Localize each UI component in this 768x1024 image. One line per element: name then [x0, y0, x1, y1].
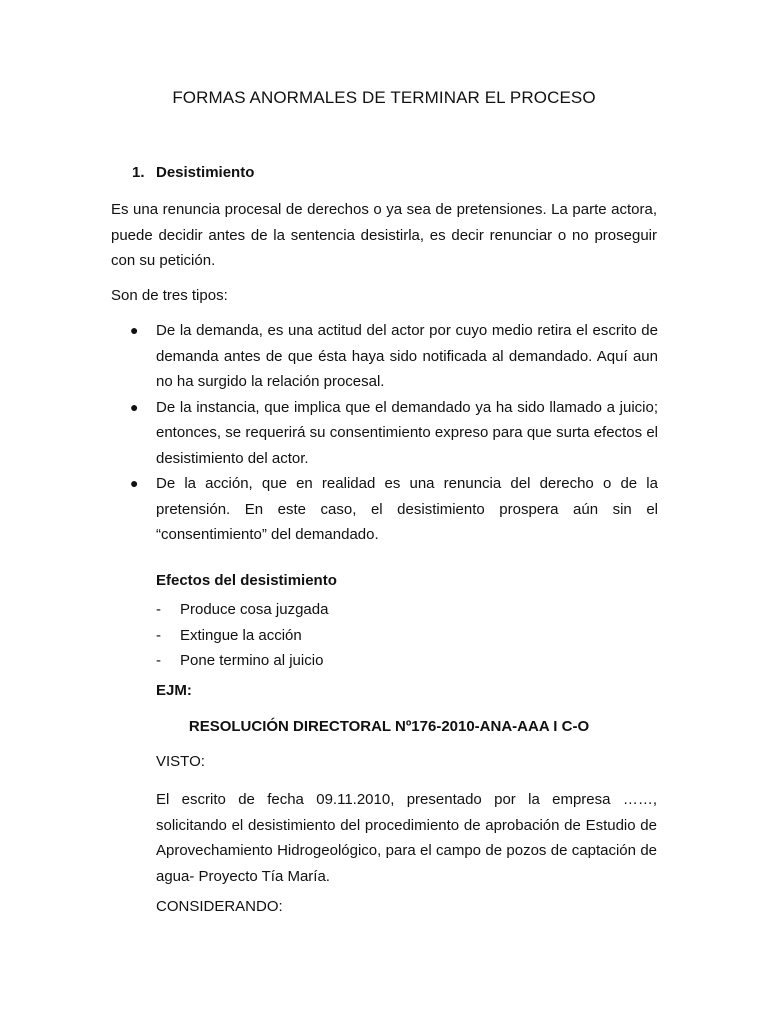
list-item-text: Produce cosa juzgada: [180, 601, 329, 618]
dash-icon: -: [156, 626, 161, 644]
bullet-text: De la acción, que en realidad es una renuncia del derecho o de la pretensión. En este caso, el desistimiento prospera aún sin el “consentimiento” del demandado.: [156, 475, 658, 543]
resolution-paragraph: El escrito de fecha 09.11.2010, presentado por la empresa ……, solicitando el desistimiento del procedimiento de aprobación de Estudio de Aprovechamiento Hidrogeológico, para el campo de pozos de captación de agua- Proyecto Tía María.: [156, 791, 657, 885]
bullet-text: De la demanda, es una actitud del actor por cuyo medio retira el escrito de demanda antes de que ésta haya sido notificada al demandado. Aquí aun no ha surgido la relación procesal.: [156, 322, 658, 390]
section-heading: [132, 164, 254, 181]
list-item: [156, 597, 328, 623]
bullet-item: [128, 395, 658, 472]
dash-icon: -: [156, 601, 161, 618]
bullet-text: De la instancia, que implica que el demandado ya ha sido llamado a juicio; entonces, se requerirá su consentimiento expreso para que surta efectos el desistimiento del actor.: [156, 398, 658, 467]
bullet-icon: ●: [130, 398, 139, 415]
effects-heading: Efectos del desistimiento: [156, 572, 337, 589]
types-intro-paragraph: Son de tres tipos:: [111, 287, 228, 304]
considerando-label: CONSIDERANDO:: [156, 898, 283, 915]
list-item-text: Extingue la acción: [180, 626, 302, 644]
list-item: [156, 623, 328, 649]
resolution-title: RESOLUCIÓN DIRECTORAL Nº176-2010-ANA-AAA I C-O: [188, 718, 590, 735]
visto-label: VISTO:: [156, 753, 205, 770]
bullet-item: [128, 471, 658, 548]
section-title: Desistimiento: [156, 164, 255, 181]
document-title: FORMAS ANORMALES DE TERMINAR EL PROCESO: [172, 88, 596, 107]
types-bullet-list: [128, 318, 658, 548]
effects-list: [156, 597, 328, 674]
definition-paragraph: Es una renuncia procesal de derechos o ya sea de pretensiones. La parte actora, puede decidir antes de la sentencia desistirla, es decir renunciar o no proseguir con su petición.: [111, 201, 657, 269]
dash-icon: -: [156, 652, 161, 669]
list-item: [156, 648, 328, 674]
section-number: 1.: [132, 164, 145, 181]
bullet-icon: ●: [130, 322, 139, 338]
list-item-text: Pone termino al juicio: [180, 652, 324, 669]
example-label: EJM:: [156, 682, 192, 699]
bullet-icon: ●: [130, 475, 139, 491]
bullet-item: [128, 318, 658, 395]
